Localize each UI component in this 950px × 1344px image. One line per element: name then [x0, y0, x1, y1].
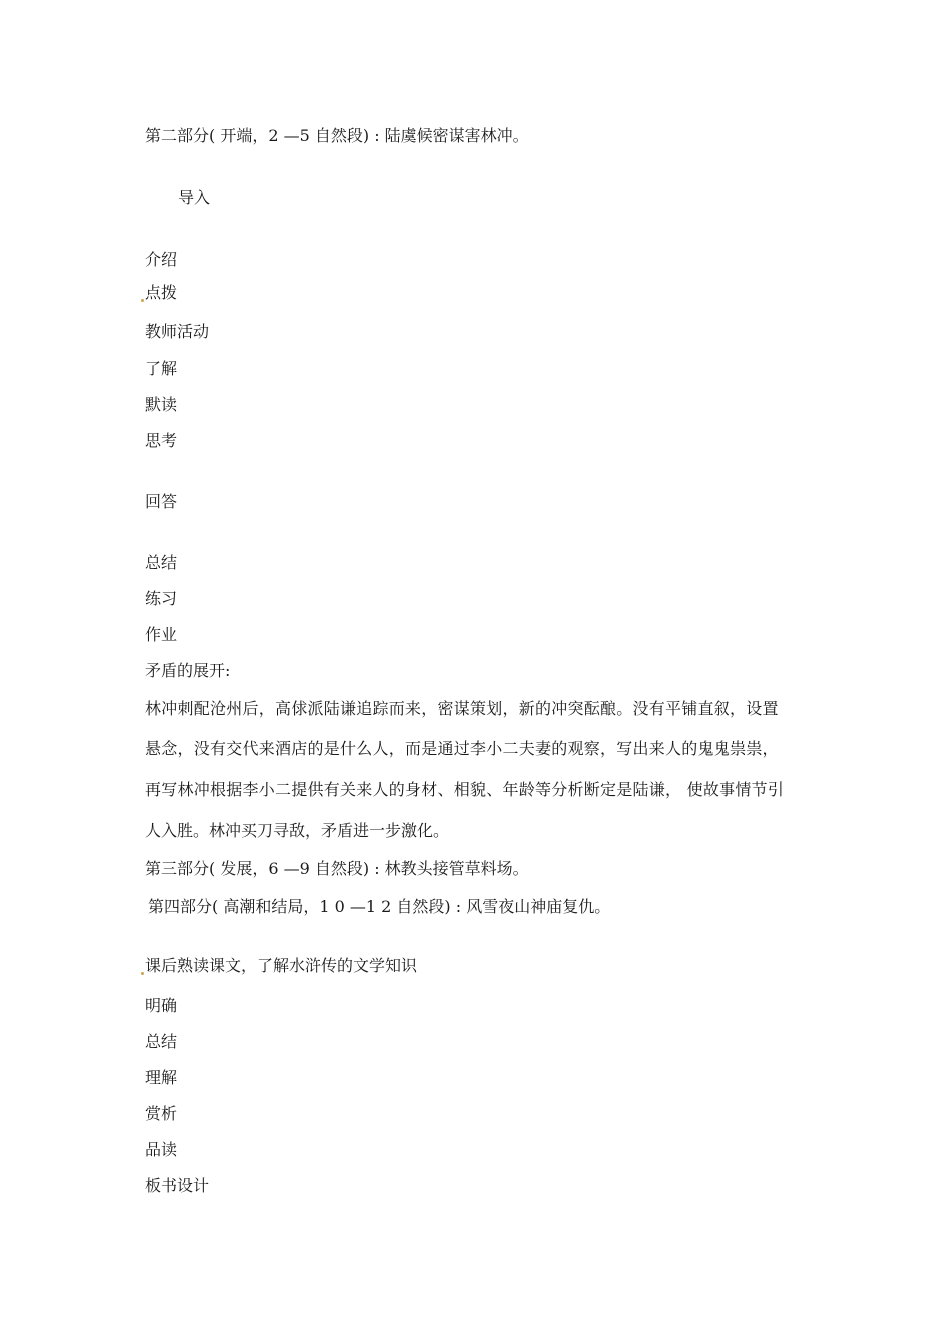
- list-item: 明确: [145, 996, 178, 1015]
- part-four-heading: 第四部分( 高潮和结局，1 0 —1 2 自然段) : 风雪夜山神庙复仇。: [148, 897, 611, 916]
- part-three-heading: 第三部分( 发展，6 —9 自然段) : 林教头接管草料场。: [145, 859, 529, 878]
- list-item: 理解: [145, 1068, 178, 1087]
- homework-text: 课后熟读课文，了解水浒传的文学知识: [145, 956, 418, 975]
- list-item: 教师活动: [145, 322, 210, 341]
- list-item: 品读: [145, 1140, 178, 1159]
- list-item: 作业: [145, 625, 178, 644]
- paragraph-line: 人入胜。林冲买刀寻敌，矛盾进一步激化。: [145, 821, 450, 840]
- homework-line: [141, 956, 417, 976]
- answer-label: 回答: [145, 492, 178, 511]
- list-item: [141, 283, 177, 303]
- list-item: 板书设计: [145, 1176, 210, 1195]
- marker-dot: [141, 972, 144, 975]
- list-item: 总结: [145, 1032, 178, 1051]
- part-two-heading: 第二部分( 开端，2 —5 自然段) : 陆虞候密谋害林冲。: [145, 126, 529, 145]
- list-item: 思考: [145, 431, 178, 450]
- paragraph-line: 再写林冲根据李小二提供有关来人的身材、相貌、年龄等分析断定是陆谦， 使故事情节引: [145, 780, 785, 799]
- list-item: 总结: [145, 553, 178, 572]
- marker-dot: [141, 299, 144, 302]
- list-item: 默读: [145, 395, 178, 414]
- intro-heading: 导入: [178, 188, 211, 207]
- conflict-heading: 矛盾的展开:: [145, 661, 231, 680]
- list-item: 练习: [145, 589, 178, 608]
- list-item: 介绍: [145, 250, 178, 269]
- list-item: 了解: [145, 359, 178, 378]
- list-item: 赏析: [145, 1104, 178, 1123]
- list-item-label: 点拨: [145, 283, 178, 302]
- paragraph-line: 悬念，没有交代来酒店的是什么人，而是通过李小二夫妻的观察，写出来人的鬼鬼祟祟，: [145, 739, 779, 758]
- paragraph-line: 林冲刺配沧州后，高俅派陆谦追踪而来，密谋策划，新的冲突酝酿。没有平铺直叙，设置: [145, 699, 779, 718]
